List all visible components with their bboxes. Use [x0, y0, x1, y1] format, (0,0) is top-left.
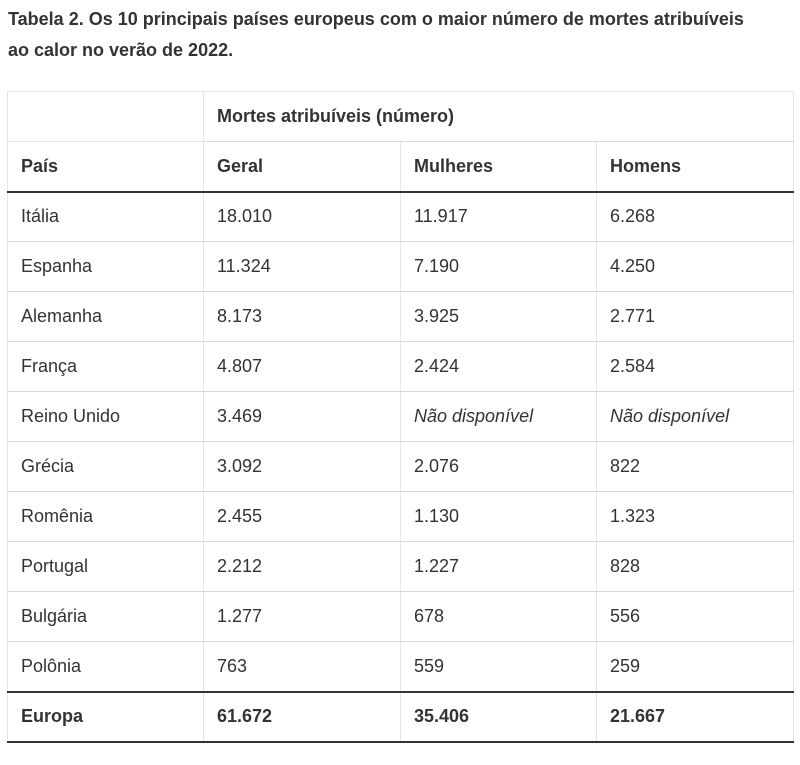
total-women-cell: 35.406	[401, 692, 597, 742]
women-cell: 1.130	[401, 492, 597, 542]
column-header-men: Homens	[597, 142, 794, 192]
men-cell: 556	[597, 592, 794, 642]
table-row	[8, 492, 794, 542]
group-header-label: Mortes atribuíveis (número)	[204, 92, 794, 142]
men-cell: 1.323	[597, 492, 794, 542]
women-cell: 559	[401, 642, 597, 692]
group-header-row	[8, 92, 794, 142]
country-cell: Bulgária	[8, 592, 204, 642]
total-total-cell: 61.672	[204, 692, 401, 742]
men-cell: 822	[597, 442, 794, 492]
column-header-total: Geral	[204, 142, 401, 192]
table-row	[8, 592, 794, 642]
table-row	[8, 542, 794, 592]
column-header-country: País	[8, 142, 204, 192]
deaths-table	[7, 91, 794, 743]
women-cell: 2.424	[401, 342, 597, 392]
total-cell: 2.455	[204, 492, 401, 542]
country-cell: Reino Unido	[8, 392, 204, 442]
women-cell: 2.076	[401, 442, 597, 492]
country-cell: Grécia	[8, 442, 204, 492]
country-cell: Espanha	[8, 242, 204, 292]
men-cell: 2.771	[597, 292, 794, 342]
table-row	[8, 392, 794, 442]
women-cell: 1.227	[401, 542, 597, 592]
women-cell: Não disponível	[401, 392, 597, 442]
men-cell: 2.584	[597, 342, 794, 392]
total-cell: 763	[204, 642, 401, 692]
men-cell: 828	[597, 542, 794, 592]
country-cell: Portugal	[8, 542, 204, 592]
total-country-cell: Europa	[8, 692, 204, 742]
men-cell: Não disponível	[597, 392, 794, 442]
table-caption: Tabela 2. Os 10 principais países europeus com o maior número de mortes atribuíveis ao calor no verão de 2022.	[8, 9, 744, 60]
women-cell: 3.925	[401, 292, 597, 342]
country-cell: Romênia	[8, 492, 204, 542]
total-row	[8, 692, 794, 742]
country-cell: França	[8, 342, 204, 392]
men-cell: 6.268	[597, 192, 794, 242]
column-header-women: Mulheres	[401, 142, 597, 192]
women-cell: 7.190	[401, 242, 597, 292]
total-cell: 11.324	[204, 242, 401, 292]
total-men-cell: 21.667	[597, 692, 794, 742]
total-cell: 1.277	[204, 592, 401, 642]
empty-corner-cell	[8, 92, 204, 142]
men-cell: 259	[597, 642, 794, 692]
country-cell: Polônia	[8, 642, 204, 692]
table-row	[8, 342, 794, 392]
country-cell: Itália	[8, 192, 204, 242]
table-row	[8, 292, 794, 342]
column-header-row	[8, 142, 794, 192]
table-row	[8, 442, 794, 492]
women-cell: 678	[401, 592, 597, 642]
total-cell: 3.092	[204, 442, 401, 492]
total-cell: 18.010	[204, 192, 401, 242]
women-cell: 11.917	[401, 192, 597, 242]
total-cell: 4.807	[204, 342, 401, 392]
total-cell: 2.212	[204, 542, 401, 592]
table-row	[8, 242, 794, 292]
total-cell: 3.469	[204, 392, 401, 442]
men-cell: 4.250	[597, 242, 794, 292]
table-row	[8, 642, 794, 692]
table-row	[8, 192, 794, 242]
country-cell: Alemanha	[8, 292, 204, 342]
total-cell: 8.173	[204, 292, 401, 342]
